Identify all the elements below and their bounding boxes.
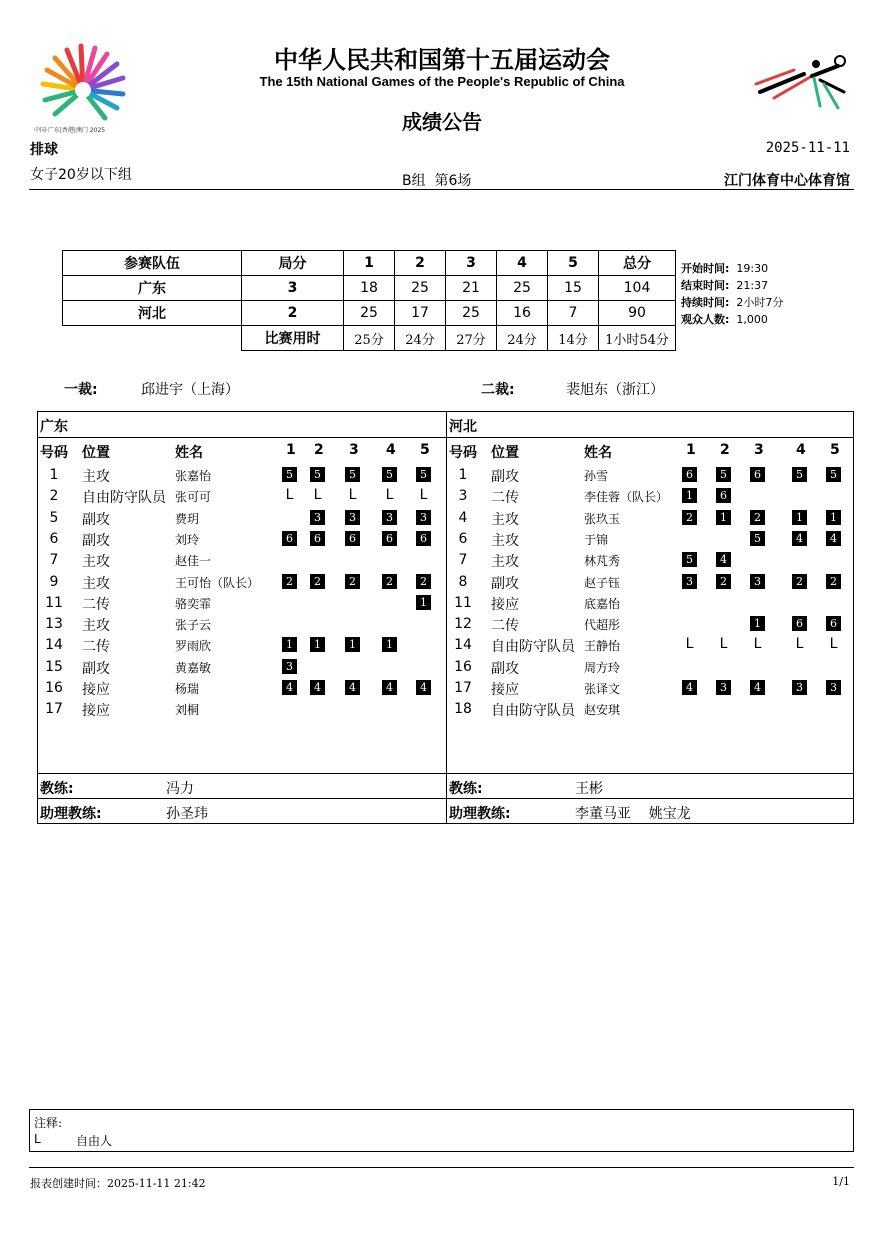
head-set-3: 3 bbox=[754, 442, 764, 458]
starting-position-badge: 1 bbox=[750, 616, 765, 631]
team-roster-away bbox=[447, 412, 855, 823]
second-referee bbox=[481, 379, 515, 399]
player-row bbox=[447, 486, 855, 507]
player-row bbox=[38, 635, 446, 656]
player-name: 王静怡 bbox=[584, 639, 621, 654]
player-name: 骆奕霏 bbox=[175, 596, 212, 611]
starting-position-badge: 6 bbox=[792, 616, 807, 631]
player-position: 副攻 bbox=[82, 660, 110, 677]
score-team: 广东 bbox=[63, 276, 242, 301]
player-position: 接应 bbox=[491, 682, 519, 698]
player-number: 8 bbox=[458, 573, 468, 590]
team-roster-home bbox=[38, 412, 446, 823]
libero-mark: L bbox=[313, 487, 322, 504]
team-name: 河北 bbox=[449, 419, 477, 435]
start-time-value: 19:30 bbox=[736, 262, 769, 275]
starting-position-badge: 1 bbox=[416, 595, 431, 610]
player-number: 2 bbox=[49, 488, 59, 505]
player-row bbox=[38, 550, 446, 571]
head-name: 姓名 bbox=[584, 445, 612, 461]
player-number: 1 bbox=[49, 467, 59, 483]
player-name: 费玥 bbox=[175, 511, 200, 526]
starting-position-badge: 5 bbox=[416, 467, 431, 482]
player-position: 副攻 bbox=[491, 469, 519, 485]
starting-position-badge: 3 bbox=[826, 680, 841, 695]
score-head-s3: 3 bbox=[446, 251, 497, 276]
header-divider bbox=[29, 189, 854, 190]
player-name: 于锦 bbox=[584, 532, 609, 547]
head-position: 位置 bbox=[491, 445, 519, 461]
starting-position-badge: 6 bbox=[716, 488, 731, 503]
player-position: 自由防守队员 bbox=[491, 639, 575, 656]
player-row bbox=[38, 657, 446, 678]
duration-info bbox=[681, 294, 783, 310]
starting-position-badge: 3 bbox=[682, 574, 697, 589]
first-referee bbox=[64, 379, 98, 399]
player-name: 赵佳一 bbox=[175, 554, 212, 569]
player-position: 主攻 bbox=[491, 511, 519, 528]
player-name: 刘玲 bbox=[175, 532, 200, 547]
starting-position-badge: 5 bbox=[345, 467, 360, 482]
player-row bbox=[447, 572, 855, 593]
player-row bbox=[447, 614, 855, 635]
player-number: 4 bbox=[458, 509, 468, 526]
head-set-2: 2 bbox=[720, 442, 730, 458]
team-name: 广东 bbox=[40, 419, 68, 435]
score-s1: 18 bbox=[344, 276, 395, 301]
home-asst-coach-name: 孙圣玮 bbox=[166, 806, 208, 822]
score-total: 90 bbox=[599, 301, 676, 326]
starting-position-badge: 6 bbox=[750, 467, 765, 482]
score-head-s2: 2 bbox=[395, 251, 446, 276]
starting-position-badge: 1 bbox=[310, 637, 325, 652]
player-position: 自由防守队员 bbox=[82, 490, 166, 507]
home-coach bbox=[40, 778, 74, 798]
score-sets: 3 bbox=[242, 276, 344, 301]
starting-position-badge: 4 bbox=[682, 680, 697, 695]
player-row bbox=[38, 572, 446, 593]
player-name: 周方玲 bbox=[584, 660, 621, 675]
score-head-team: 参赛队伍 bbox=[63, 251, 242, 276]
starting-position-badge: 4 bbox=[310, 680, 325, 695]
starting-position-badge: 3 bbox=[382, 510, 397, 525]
page-number: 1/1 bbox=[832, 1175, 850, 1188]
score-row bbox=[63, 276, 676, 301]
player-position: 二传 bbox=[82, 639, 110, 656]
starting-position-badge: 2 bbox=[310, 574, 325, 589]
head-set-4: 4 bbox=[386, 442, 396, 458]
player-position: 自由防守队员 bbox=[491, 703, 575, 720]
notes-box bbox=[29, 1109, 854, 1152]
audience-label: 观众人数: bbox=[681, 313, 730, 326]
audience-value: 1,000 bbox=[736, 313, 768, 326]
starting-position-badge: 3 bbox=[310, 510, 325, 525]
score-s1: 25 bbox=[344, 301, 395, 326]
page-subtitle: 成绩公告 bbox=[402, 110, 482, 134]
player-position: 接应 bbox=[491, 596, 519, 613]
end-time bbox=[681, 277, 768, 293]
player-row bbox=[447, 593, 855, 614]
starting-position-badge: 5 bbox=[750, 531, 765, 546]
player-position: 副攻 bbox=[491, 575, 519, 592]
starting-position-badge: 5 bbox=[826, 467, 841, 482]
head-set-3: 3 bbox=[349, 442, 359, 458]
player-position: 主攻 bbox=[82, 554, 110, 571]
player-position: 主攻 bbox=[491, 554, 519, 571]
starting-position-badge: 6 bbox=[282, 531, 297, 546]
player-number: 6 bbox=[458, 530, 468, 547]
duration-row bbox=[63, 326, 676, 351]
player-number: 9 bbox=[49, 573, 59, 590]
libero-mark: L bbox=[685, 636, 694, 653]
score-table bbox=[62, 250, 676, 351]
player-position: 接应 bbox=[82, 703, 110, 720]
sport-label: 排球 bbox=[30, 142, 58, 158]
coach-label: 教练: bbox=[449, 781, 483, 797]
starting-position-badge: 6 bbox=[382, 531, 397, 546]
starting-position-badge: 5 bbox=[310, 467, 325, 482]
starting-position-badge: 4 bbox=[826, 531, 841, 546]
duration-s1: 25分 bbox=[344, 326, 395, 351]
duration-label: 比赛用时 bbox=[242, 326, 344, 351]
logo-caption: 中国·广东|香港|澳门 2025 bbox=[34, 127, 106, 134]
score-s5: 15 bbox=[548, 276, 599, 301]
player-row bbox=[447, 657, 855, 678]
starting-position-badge: 3 bbox=[792, 680, 807, 695]
starting-position-badge: 5 bbox=[682, 552, 697, 567]
starting-position-badge: 3 bbox=[716, 680, 731, 695]
away-asst-coach bbox=[449, 803, 511, 823]
audience bbox=[681, 311, 768, 327]
score-s3: 25 bbox=[446, 301, 497, 326]
player-name: 孙雪 bbox=[584, 469, 609, 483]
starting-position-badge: 3 bbox=[750, 574, 765, 589]
starting-position-badge: 4 bbox=[750, 680, 765, 695]
starting-position-badge: 4 bbox=[382, 680, 397, 695]
libero-mark: L bbox=[385, 487, 394, 504]
first-referee-name: 邱进宇（上海） bbox=[141, 382, 239, 398]
starting-position-badge: 1 bbox=[682, 488, 697, 503]
starting-position-badge: 2 bbox=[792, 574, 807, 589]
player-row bbox=[38, 593, 446, 614]
venue-label: 江门体育中心体育馆 bbox=[724, 173, 850, 189]
score-head-total: 总分 bbox=[599, 251, 676, 276]
second-referee-name: 裴旭东（浙江） bbox=[566, 382, 664, 398]
starting-position-badge: 5 bbox=[282, 467, 297, 482]
starting-position-badge: 1 bbox=[792, 510, 807, 525]
category-label: 女子20岁以下组 bbox=[30, 167, 132, 183]
score-s2: 25 bbox=[395, 276, 446, 301]
player-number: 3 bbox=[458, 488, 468, 505]
player-position: 二传 bbox=[82, 596, 110, 613]
player-name: 赵安琪 bbox=[584, 703, 621, 718]
end-time-value: 21:37 bbox=[736, 279, 769, 292]
player-name: 赵子钰 bbox=[584, 575, 621, 590]
asst-coach-label: 助理教练: bbox=[40, 806, 102, 822]
player-row bbox=[447, 635, 855, 656]
starting-position-badge: 5 bbox=[792, 467, 807, 482]
starting-position-badge: 6 bbox=[310, 531, 325, 546]
player-number: 5 bbox=[49, 509, 59, 526]
starting-position-badge: 2 bbox=[282, 574, 297, 589]
score-head-s5: 5 bbox=[548, 251, 599, 276]
away-coach-name: 王彬 bbox=[575, 781, 603, 797]
head-set-1: 1 bbox=[286, 442, 296, 458]
player-name: 刘桐 bbox=[175, 703, 200, 718]
player-position: 主攻 bbox=[82, 575, 110, 592]
end-time-label: 结束时间: bbox=[681, 279, 730, 292]
player-row bbox=[447, 550, 855, 571]
duration-s2: 24分 bbox=[395, 326, 446, 351]
player-number: 16 bbox=[45, 680, 63, 696]
player-row bbox=[447, 465, 855, 486]
starting-position-badge: 3 bbox=[282, 659, 297, 674]
libero-mark: L bbox=[419, 487, 428, 504]
player-row bbox=[38, 529, 446, 550]
duration-s5: 14分 bbox=[548, 326, 599, 351]
starting-position-badge: 2 bbox=[416, 574, 431, 589]
player-number: 7 bbox=[49, 552, 59, 569]
player-name: 代超彤 bbox=[584, 618, 621, 633]
player-position: 副攻 bbox=[82, 532, 110, 549]
report-date: 2025-11-11 bbox=[765, 140, 850, 156]
starting-position-badge: 2 bbox=[682, 510, 697, 525]
player-name: 李佳蓉（队长） bbox=[584, 490, 669, 505]
libero-mark: L bbox=[285, 487, 294, 504]
player-number: 14 bbox=[454, 637, 472, 654]
player-number: 11 bbox=[454, 594, 472, 611]
player-name: 张玖玉 bbox=[584, 511, 621, 526]
starting-position-badge: 4 bbox=[792, 531, 807, 546]
away-coach bbox=[449, 778, 483, 798]
starting-position-badge: 4 bbox=[416, 680, 431, 695]
duration-s3: 27分 bbox=[446, 326, 497, 351]
player-number: 16 bbox=[454, 658, 472, 675]
score-head-sets: 局分 bbox=[242, 251, 344, 276]
asst-coach-label: 助理教练: bbox=[449, 806, 511, 822]
start-time-label: 开始时间: bbox=[681, 262, 730, 275]
starting-position-badge: 1 bbox=[716, 510, 731, 525]
player-name: 王可怡（队长） bbox=[175, 575, 260, 590]
starting-position-badge: 3 bbox=[345, 510, 360, 525]
player-position: 副攻 bbox=[82, 511, 110, 528]
away-asst-coach-name: 李董马亚 姚宝龙 bbox=[575, 806, 691, 822]
starting-position-badge: 5 bbox=[716, 467, 731, 482]
first-referee-label: 一裁: bbox=[64, 382, 98, 398]
player-row bbox=[38, 486, 446, 507]
score-head-s1: 1 bbox=[344, 251, 395, 276]
player-position: 主攻 bbox=[491, 532, 519, 549]
duration-info-value: 2小时7分 bbox=[736, 296, 784, 309]
starting-position-badge: 6 bbox=[826, 616, 841, 631]
player-name: 杨瑞 bbox=[175, 682, 200, 696]
match-label: B组 第6场 bbox=[402, 173, 472, 189]
player-name: 张可可 bbox=[175, 490, 212, 505]
roster-panel bbox=[37, 411, 854, 824]
score-total: 104 bbox=[599, 276, 676, 301]
player-row bbox=[447, 699, 855, 720]
notes-label: 注释: bbox=[34, 1116, 63, 1130]
duration-info-label: 持续时间: bbox=[681, 296, 730, 309]
score-sets: 2 bbox=[242, 301, 344, 326]
libero-mark: L bbox=[795, 636, 804, 653]
player-number: 1 bbox=[458, 467, 468, 483]
player-row bbox=[447, 529, 855, 550]
player-number: 11 bbox=[45, 594, 63, 611]
player-name: 黄嘉敏 bbox=[175, 660, 212, 675]
libero-mark: L bbox=[829, 636, 838, 653]
starting-position-badge: 3 bbox=[416, 510, 431, 525]
second-referee-label: 二裁: bbox=[481, 382, 515, 398]
score-s4: 16 bbox=[497, 301, 548, 326]
player-number: 7 bbox=[458, 552, 468, 569]
created-time: 报表创建时间：2025-11-11 21:42 bbox=[30, 1177, 206, 1190]
score-s5: 7 bbox=[548, 301, 599, 326]
head-number: 号码 bbox=[449, 445, 477, 461]
player-position: 二传 bbox=[491, 618, 519, 635]
player-name: 林芃秀 bbox=[584, 554, 621, 569]
starting-position-badge: 1 bbox=[282, 637, 297, 652]
player-number: 14 bbox=[45, 637, 63, 654]
libero-mark: L bbox=[753, 636, 762, 653]
head-set-2: 2 bbox=[314, 442, 324, 458]
score-team: 河北 bbox=[63, 301, 242, 326]
notes-meaning: 自由人 bbox=[76, 1134, 113, 1148]
home-coach-name: 冯力 bbox=[166, 781, 194, 797]
player-name: 罗雨欣 bbox=[175, 639, 212, 654]
player-row bbox=[38, 678, 446, 699]
player-number: 12 bbox=[454, 616, 472, 633]
player-row bbox=[38, 614, 446, 635]
player-number: 18 bbox=[454, 701, 472, 718]
starting-position-badge: 4 bbox=[282, 680, 297, 695]
home-asst-coach bbox=[40, 803, 102, 823]
player-name: 张译文 bbox=[584, 682, 621, 696]
blank-cell bbox=[63, 326, 242, 351]
score-head-s4: 4 bbox=[497, 251, 548, 276]
duration-s4: 24分 bbox=[497, 326, 548, 351]
player-number: 15 bbox=[45, 658, 63, 675]
title-chinese: 中华人民共和国第十五届运动会 bbox=[274, 46, 610, 74]
starting-position-badge: 6 bbox=[682, 467, 697, 482]
notes-key: L bbox=[34, 1132, 41, 1146]
starting-position-badge: 6 bbox=[416, 531, 431, 546]
player-position: 主攻 bbox=[82, 469, 110, 485]
player-row bbox=[447, 678, 855, 699]
starting-position-badge: 2 bbox=[382, 574, 397, 589]
starting-position-badge: 2 bbox=[750, 510, 765, 525]
start-time bbox=[681, 260, 768, 276]
starting-position-badge: 1 bbox=[345, 637, 360, 652]
libero-mark: L bbox=[719, 636, 728, 653]
player-position: 接应 bbox=[82, 682, 110, 698]
player-name: 张嘉怡 bbox=[175, 469, 212, 483]
player-name: 底嘉怡 bbox=[584, 596, 621, 611]
head-number: 号码 bbox=[40, 445, 68, 461]
player-name: 张子云 bbox=[175, 618, 212, 633]
starting-position-badge: 2 bbox=[345, 574, 360, 589]
starting-position-badge: 1 bbox=[382, 637, 397, 652]
duration-total: 1小时54分 bbox=[599, 326, 676, 351]
player-row bbox=[38, 508, 446, 529]
starting-position-badge: 1 bbox=[826, 510, 841, 525]
player-number: 13 bbox=[45, 616, 63, 633]
head-name: 姓名 bbox=[175, 445, 203, 461]
score-s2: 17 bbox=[395, 301, 446, 326]
player-row bbox=[38, 699, 446, 720]
team-name-divider bbox=[447, 437, 853, 438]
head-set-5: 5 bbox=[420, 442, 430, 458]
starting-position-badge: 4 bbox=[716, 552, 731, 567]
player-row bbox=[447, 508, 855, 529]
player-number: 6 bbox=[49, 530, 59, 547]
score-row bbox=[63, 301, 676, 326]
player-number: 17 bbox=[454, 680, 472, 696]
coach-label: 教练: bbox=[40, 781, 74, 797]
player-position: 二传 bbox=[491, 490, 519, 507]
player-row bbox=[38, 465, 446, 486]
starting-position-badge: 4 bbox=[345, 680, 360, 695]
player-position: 副攻 bbox=[491, 660, 519, 677]
libero-mark: L bbox=[348, 487, 357, 504]
head-position: 位置 bbox=[82, 445, 110, 461]
starting-position-badge: 2 bbox=[716, 574, 731, 589]
title-english: The 15th National Games of the People's Republic of China bbox=[259, 74, 625, 89]
starting-position-badge: 5 bbox=[382, 467, 397, 482]
score-s4: 25 bbox=[497, 276, 548, 301]
starting-position-badge: 6 bbox=[345, 531, 360, 546]
score-s3: 21 bbox=[446, 276, 497, 301]
player-position: 主攻 bbox=[82, 618, 110, 635]
head-set-1: 1 bbox=[686, 442, 696, 458]
team-name-divider bbox=[38, 437, 446, 438]
head-set-4: 4 bbox=[796, 442, 806, 458]
head-set-5: 5 bbox=[830, 442, 840, 458]
player-number: 17 bbox=[45, 701, 63, 718]
starting-position-badge: 2 bbox=[826, 574, 841, 589]
footer-divider bbox=[29, 1167, 854, 1168]
